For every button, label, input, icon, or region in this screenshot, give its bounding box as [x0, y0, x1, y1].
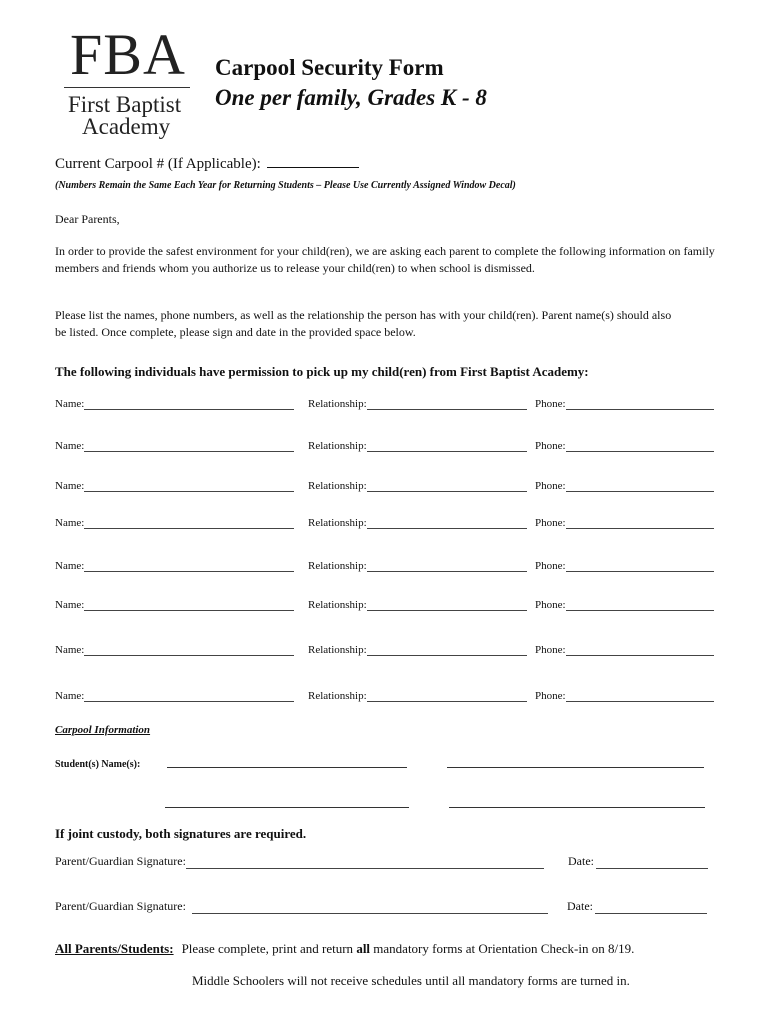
relationship-label: Relationship: [308, 440, 367, 452]
name-input-line[interactable] [84, 441, 294, 452]
signature-line[interactable] [186, 858, 544, 869]
pickup-row [55, 440, 720, 456]
name-label: Name: [55, 560, 85, 572]
relationship-field [308, 690, 527, 702]
carpool-number-field [55, 155, 359, 173]
relationship-label: Relationship: [308, 480, 367, 492]
footer-text-before: Please complete, print and return [181, 941, 354, 956]
relationship-field [308, 398, 527, 410]
pickup-row [55, 517, 720, 533]
carpool-number-blank[interactable] [267, 155, 359, 168]
phone-field [535, 398, 714, 410]
relationship-input-line[interactable] [367, 645, 527, 656]
student-name-line[interactable] [447, 767, 704, 768]
name-label: Name: [55, 644, 85, 656]
footer-note: Middle Schoolers will not receive schedules until all mandatory forms are turned in. [192, 973, 630, 988]
phone-field [535, 440, 714, 452]
phone-input-line[interactable] [566, 399, 714, 410]
pickup-row [55, 690, 720, 706]
name-label: Name: [55, 690, 85, 702]
date-label: Date: [567, 899, 593, 913]
signature-row-1 [55, 854, 544, 869]
phone-label: Phone: [535, 644, 566, 656]
phone-field [535, 560, 714, 572]
phone-input-line[interactable] [566, 645, 714, 656]
student-name-line[interactable] [167, 767, 407, 768]
phone-label: Phone: [535, 517, 566, 529]
relationship-input-line[interactable] [367, 691, 527, 702]
footer-text-bold: all [356, 941, 371, 956]
name-field [55, 644, 294, 656]
phone-label: Phone: [535, 398, 566, 410]
pickup-row [55, 560, 720, 576]
signature-line[interactable] [192, 903, 548, 914]
name-input-line[interactable] [84, 561, 294, 572]
phone-label: Phone: [535, 599, 566, 611]
relationship-label: Relationship: [308, 398, 367, 410]
name-input-line[interactable] [84, 645, 294, 656]
logo-name-line2: Academy [82, 114, 171, 139]
name-label: Name: [55, 398, 85, 410]
students-label: Student(s) Name(s): [55, 759, 141, 770]
name-input-line[interactable] [84, 481, 294, 492]
relationship-input-line[interactable] [367, 441, 527, 452]
footer-instructions [55, 941, 634, 957]
logo-divider [64, 87, 190, 88]
name-field [55, 517, 294, 529]
form-title: Carpool Security Form [215, 55, 444, 80]
carpool-info-heading: Carpool Information [55, 724, 151, 736]
name-field [55, 398, 294, 410]
phone-input-line[interactable] [566, 518, 714, 529]
phone-label: Phone: [535, 560, 566, 572]
relationship-input-line[interactable] [367, 561, 527, 572]
relationship-input-line[interactable] [367, 399, 527, 410]
permission-heading: The following individuals have permission to pick up my child(ren) from First Baptist Academy: [55, 364, 589, 379]
instructions-paragraph: Please list the names, phone numbers, as well as the relationship the person has with your child(ren). Parent name(s) should also be listed. Once complete, please sign and date in the provided space below. [55, 308, 672, 339]
relationship-field [308, 480, 527, 492]
relationship-input-line[interactable] [367, 481, 527, 492]
phone-input-line[interactable] [566, 441, 714, 452]
signature-label: Parent/Guardian Signature: [55, 854, 186, 868]
name-field [55, 560, 294, 572]
pickup-row [55, 599, 720, 615]
phone-input-line[interactable] [566, 481, 714, 492]
phone-label: Phone: [535, 440, 566, 452]
phone-input-line[interactable] [566, 600, 714, 611]
relationship-field [308, 560, 527, 572]
name-field [55, 440, 294, 452]
custody-heading: If joint custody, both signatures are required. [55, 826, 307, 841]
intro-paragraph: In order to provide the safest environment for your child(ren), we are asking each parent to complete the following information on family members and friends whom you authorize us to release your child(ren) to when school is dismissed. [55, 244, 715, 275]
signature-row-2 [55, 899, 548, 914]
phone-field [535, 599, 714, 611]
name-input-line[interactable] [84, 691, 294, 702]
phone-field [535, 480, 714, 492]
pickup-row [55, 398, 720, 414]
relationship-label: Relationship: [308, 560, 367, 572]
date-row-2 [567, 899, 707, 914]
logo-abbreviation: FBA [70, 22, 186, 87]
relationship-label: Relationship: [308, 690, 367, 702]
date-label: Date: [568, 854, 594, 868]
name-input-line[interactable] [84, 518, 294, 529]
name-field [55, 599, 294, 611]
date-line[interactable] [595, 903, 707, 914]
name-input-line[interactable] [84, 600, 294, 611]
phone-label: Phone: [535, 690, 566, 702]
relationship-input-line[interactable] [367, 600, 527, 611]
name-label: Name: [55, 517, 85, 529]
phone-label: Phone: [535, 480, 566, 492]
relationship-field [308, 599, 527, 611]
relationship-input-line[interactable] [367, 518, 527, 529]
student-name-line[interactable] [449, 807, 705, 808]
name-label: Name: [55, 440, 85, 452]
pickup-row [55, 644, 720, 660]
carpool-number-label: Current Carpool # (If Applicable): [55, 156, 261, 172]
logo-name-line1: First Baptist [68, 92, 182, 117]
name-label: Name: [55, 480, 85, 492]
name-field [55, 690, 294, 702]
phone-field [535, 517, 714, 529]
phone-field [535, 644, 714, 656]
relationship-label: Relationship: [308, 644, 367, 656]
name-field [55, 480, 294, 492]
name-label: Name: [55, 599, 85, 611]
relationship-field [308, 440, 527, 452]
pickup-row [55, 480, 720, 496]
decal-note: (Numbers Remain the Same Each Year for Returning Students – Please Use Currently Assigned Window Decal) [55, 180, 516, 191]
greeting: Dear Parents, [55, 212, 120, 226]
phone-field [535, 690, 714, 702]
form-subtitle: One per family, Grades K - 8 [215, 85, 487, 110]
footer-text-after: mandatory forms at Orientation Check-in on 8/19. [373, 941, 635, 956]
date-row-1 [568, 854, 708, 869]
phone-input-line[interactable] [566, 561, 714, 572]
name-input-line[interactable] [84, 399, 294, 410]
signature-label: Parent/Guardian Signature: [55, 899, 186, 913]
relationship-field [308, 517, 527, 529]
date-line[interactable] [596, 858, 708, 869]
relationship-field [308, 644, 527, 656]
relationship-label: Relationship: [308, 517, 367, 529]
relationship-label: Relationship: [308, 599, 367, 611]
student-name-line[interactable] [165, 807, 409, 808]
phone-input-line[interactable] [566, 691, 714, 702]
footer-lead: All Parents/Students: [55, 941, 174, 956]
